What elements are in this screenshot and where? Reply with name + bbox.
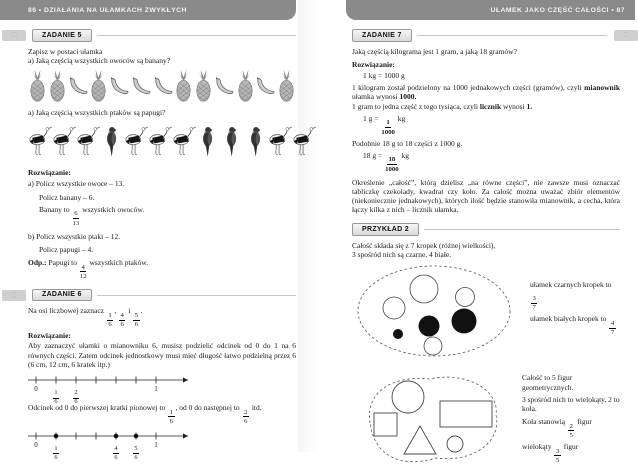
stork-icon	[292, 125, 316, 159]
stork-icon	[172, 125, 196, 159]
example-intro: 3 spośród nich są czarne, 4 białe.	[352, 250, 452, 260]
task-title: ZADANIE 7	[352, 29, 412, 42]
solution-line: a) Policz wszystkie owoce – 13.	[28, 179, 125, 189]
solution-line: Policz banany – 6.	[39, 192, 95, 202]
stork-icon	[268, 125, 292, 159]
pineapple-icon	[194, 69, 213, 103]
stork-icon	[148, 125, 172, 159]
equation: 1 g = $\frac{1}{1000}$ kg	[363, 113, 406, 136]
marked-point	[134, 434, 139, 439]
black-dot	[393, 329, 403, 339]
task-header-zadanie6	[11, 289, 296, 302]
figure-label: 3 spośród nich to wielokąty, 2 to koła.	[522, 394, 620, 413]
page-header-left	[0, 0, 296, 20]
banana-icon	[153, 76, 174, 96]
note-paragraph: Określenie „całość”, którą dzielisz „na równe części”, nie zawsze musi oznaczać tabliczkę czekolady, kwadrat czy koło. Za całość można uważać zbiór elementów (niekoniecznie jednakowych), których ilość będzie stanowiła mianownik, a cecha, która łączy kilka z nich – licznik ułamka.	[352, 177, 620, 215]
tick-label	[125, 441, 147, 462]
equation: 18 g = $\frac{18}{1000}$ kg	[363, 150, 409, 173]
solution-label: Rozwiązanie:	[28, 168, 71, 178]
page-left	[11, 20, 296, 461]
fraction: $\frac{4}{6}$	[120, 312, 124, 329]
banana-icon	[214, 76, 235, 96]
fraction: $\frac{5}{6}$	[134, 445, 138, 461]
number-line-axis	[28, 428, 296, 441]
margin-badge-line: ·····	[11, 30, 17, 35]
solution-line: Policz papugi – 4.	[39, 244, 94, 254]
answer-line: Odp.: Papugi to $\frac{4}{12}$ wszystkich ptaków.	[28, 257, 149, 280]
task-title: ZADANIE 6	[32, 289, 92, 302]
question-b: a) Jaką częścią wszystkich ptaków są papugi?	[28, 107, 166, 117]
fraction: $\frac{2}{6}$	[74, 389, 78, 406]
black-dot	[452, 309, 477, 334]
pineapple-icon	[277, 69, 296, 103]
figure-label: ułamek białych kropek to $\frac{4}{7}$	[530, 314, 615, 337]
fraction: $\frac{5}{6}$	[134, 312, 139, 329]
task-header-przyklad2	[352, 223, 620, 236]
solution-label: Rozwiązanie:	[28, 331, 71, 341]
explanation: Podobnie 18 g to 18 części z 1000 g.	[352, 138, 463, 148]
margin-badge	[2, 30, 26, 41]
task-intro: Na osi liczbowej zaznacz $\frac{1}{6}$ , $\frac{4}{6}$ i $\frac{5}{6}$ .	[28, 306, 143, 329]
margin-badge-line: ·····	[11, 295, 17, 300]
parrot-icon	[196, 125, 220, 159]
tick-label	[45, 441, 67, 462]
solution-line: b) Policz wszystkie ptaki – 12.	[28, 231, 121, 241]
header-rule	[97, 295, 296, 296]
fraction: $\frac{2}{6}$	[244, 408, 248, 425]
parrot-icon	[100, 125, 124, 159]
figure-label: Całość to 5 figur geometrycznych.	[522, 373, 574, 392]
page-header-right	[346, 0, 635, 20]
figure-label: wielokąty $\frac{3}{5}$ figur	[522, 442, 579, 464]
number-line-2	[28, 428, 296, 461]
task-intro: Zapisz w postaci ułamka	[28, 46, 103, 56]
parrot-icon	[244, 125, 268, 159]
header-rule	[417, 35, 607, 36]
explanation: 1 gram to jedna część z tego tysiąca, czyli licznik wynosi 1.	[352, 101, 533, 111]
fraction: $\frac{2}{5}$	[569, 422, 573, 439]
stork-icon	[28, 125, 52, 159]
bird-row	[28, 119, 296, 165]
marked-point	[114, 434, 119, 439]
figure-label: ułamek czarnych kropek to $\frac{3}{7}$	[530, 280, 612, 312]
fraction: $\frac{1}{6}$	[54, 389, 58, 406]
fraction: $\frac{4}{7}$	[610, 320, 615, 337]
black-dot	[419, 316, 440, 337]
fraction: $\frac{3}{7}$	[532, 295, 536, 312]
dots-figure	[352, 263, 620, 359]
tick-label: 0	[34, 440, 38, 449]
shapes-blob-drawing	[352, 363, 512, 471]
fruit-row	[28, 67, 296, 105]
small-circle-shape	[447, 436, 463, 452]
page-right	[352, 20, 629, 471]
page-header-right-text: UŁAMEK JAKO CZĘŚĆ CAŁOŚCI • 87	[490, 6, 625, 14]
fraction: $\frac{6}{13}$	[72, 210, 80, 227]
tick-label	[105, 441, 127, 462]
white-dot	[410, 275, 438, 303]
stork-icon	[124, 125, 148, 159]
white-dot	[424, 337, 442, 355]
margin-badge-line: ·····	[623, 30, 629, 35]
margin-badge	[614, 30, 638, 41]
parrot-icon	[220, 125, 244, 159]
number-line-axis	[28, 372, 296, 385]
circle-shape	[392, 381, 424, 413]
fraction: $\frac{1}{6}$	[169, 408, 174, 425]
triangle-shape	[404, 426, 436, 454]
page-gutter-shadow	[298, 0, 338, 452]
fraction: $\frac{1}{6}$	[108, 312, 112, 329]
task-title: PRZYKŁAD 2	[352, 223, 419, 236]
fraction: $\frac{18}{1000}$	[385, 156, 399, 173]
tick-label: 1	[154, 440, 158, 449]
question-a: a) Jaką częścią wszystkich owoców są banany?	[28, 55, 171, 65]
fraction: $\frac{4}{6}$	[114, 445, 118, 461]
pineapple-icon	[174, 69, 193, 103]
fraction: $\frac{3}{5}$	[555, 447, 560, 464]
banana-icon	[255, 76, 276, 96]
tick-label	[65, 385, 87, 406]
task-title: ZADANIE 5	[32, 29, 92, 42]
stork-icon	[52, 125, 76, 159]
between-text: Odcinek od 0 do pierwszej kratki pionowej to $\frac{1}{6}$ , od 0 do następnej to $\frac{2}{6}$ itd.	[28, 403, 262, 425]
square-shape	[374, 413, 397, 436]
pineapple-icon	[48, 69, 67, 103]
solution-paragraph: Aby zaznaczyć ułamki o mianowniku 6, musisz podzielić odcinek od 0 do 1 na 6 równych części. Zatem odcinek jednostkowy musi mieć długość łatwo podzielną przez 6 (6 cm, 12 cm, 6 kratek itp.)	[28, 341, 296, 369]
pineapple-icon	[89, 69, 108, 103]
figure-label: Koła stanowią $\frac{2}{5}$ figur	[522, 417, 592, 439]
task-header-zadanie7	[352, 29, 629, 42]
pineapple-icon	[236, 69, 255, 103]
margin-badge-line: ·····	[11, 35, 17, 40]
marked-point	[54, 434, 59, 439]
number-line-1	[28, 372, 296, 406]
shapes-figure	[352, 363, 620, 471]
example-intro: Całość składa się z 7 kropek (różnej wielkości),	[352, 240, 496, 250]
banana-icon	[131, 76, 152, 96]
margin-badge-line: ·····	[11, 290, 17, 295]
dots-ellipse-drawing	[352, 263, 520, 359]
task-question: Jaką częścią kilograma jest 1 gram, a jaką 18 gramów?	[352, 46, 517, 56]
fraction: $\frac{1}{1000}$	[381, 119, 395, 136]
banana-icon	[68, 76, 89, 96]
margin-badge-line: ·····	[623, 35, 629, 40]
task-header-zadanie5	[11, 29, 296, 42]
tick-label	[45, 385, 67, 406]
pineapple-icon	[28, 69, 47, 103]
banana-icon	[109, 76, 130, 96]
solution-label: Rozwiązanie:	[352, 59, 395, 69]
rectangle-shape	[440, 401, 492, 427]
white-dot	[456, 288, 475, 307]
equation: 1 kg = 1000 g	[363, 70, 405, 80]
white-dot	[383, 297, 405, 319]
margin-badge	[2, 290, 26, 301]
solution-line: Banany to $\frac{6}{13}$ wszystkich owoców.	[39, 204, 145, 227]
explanation: 1 kilogram został podzielony na 1000 jednakowych części (gramów), czyli mianownik ułamka wynosi 1000.	[352, 83, 620, 102]
tick-label: 0	[34, 385, 38, 394]
stork-icon	[76, 125, 100, 159]
header-rule	[97, 35, 296, 36]
fraction: $\frac{1}{6}$	[54, 445, 58, 461]
header-rule	[424, 229, 620, 230]
tick-label: 1	[154, 385, 158, 394]
fraction: $\frac{4}{12}$	[79, 263, 87, 280]
page-header-left-text: 86 • DZIAŁANIA NA UŁAMKACH ZWYKŁYCH	[28, 6, 187, 14]
